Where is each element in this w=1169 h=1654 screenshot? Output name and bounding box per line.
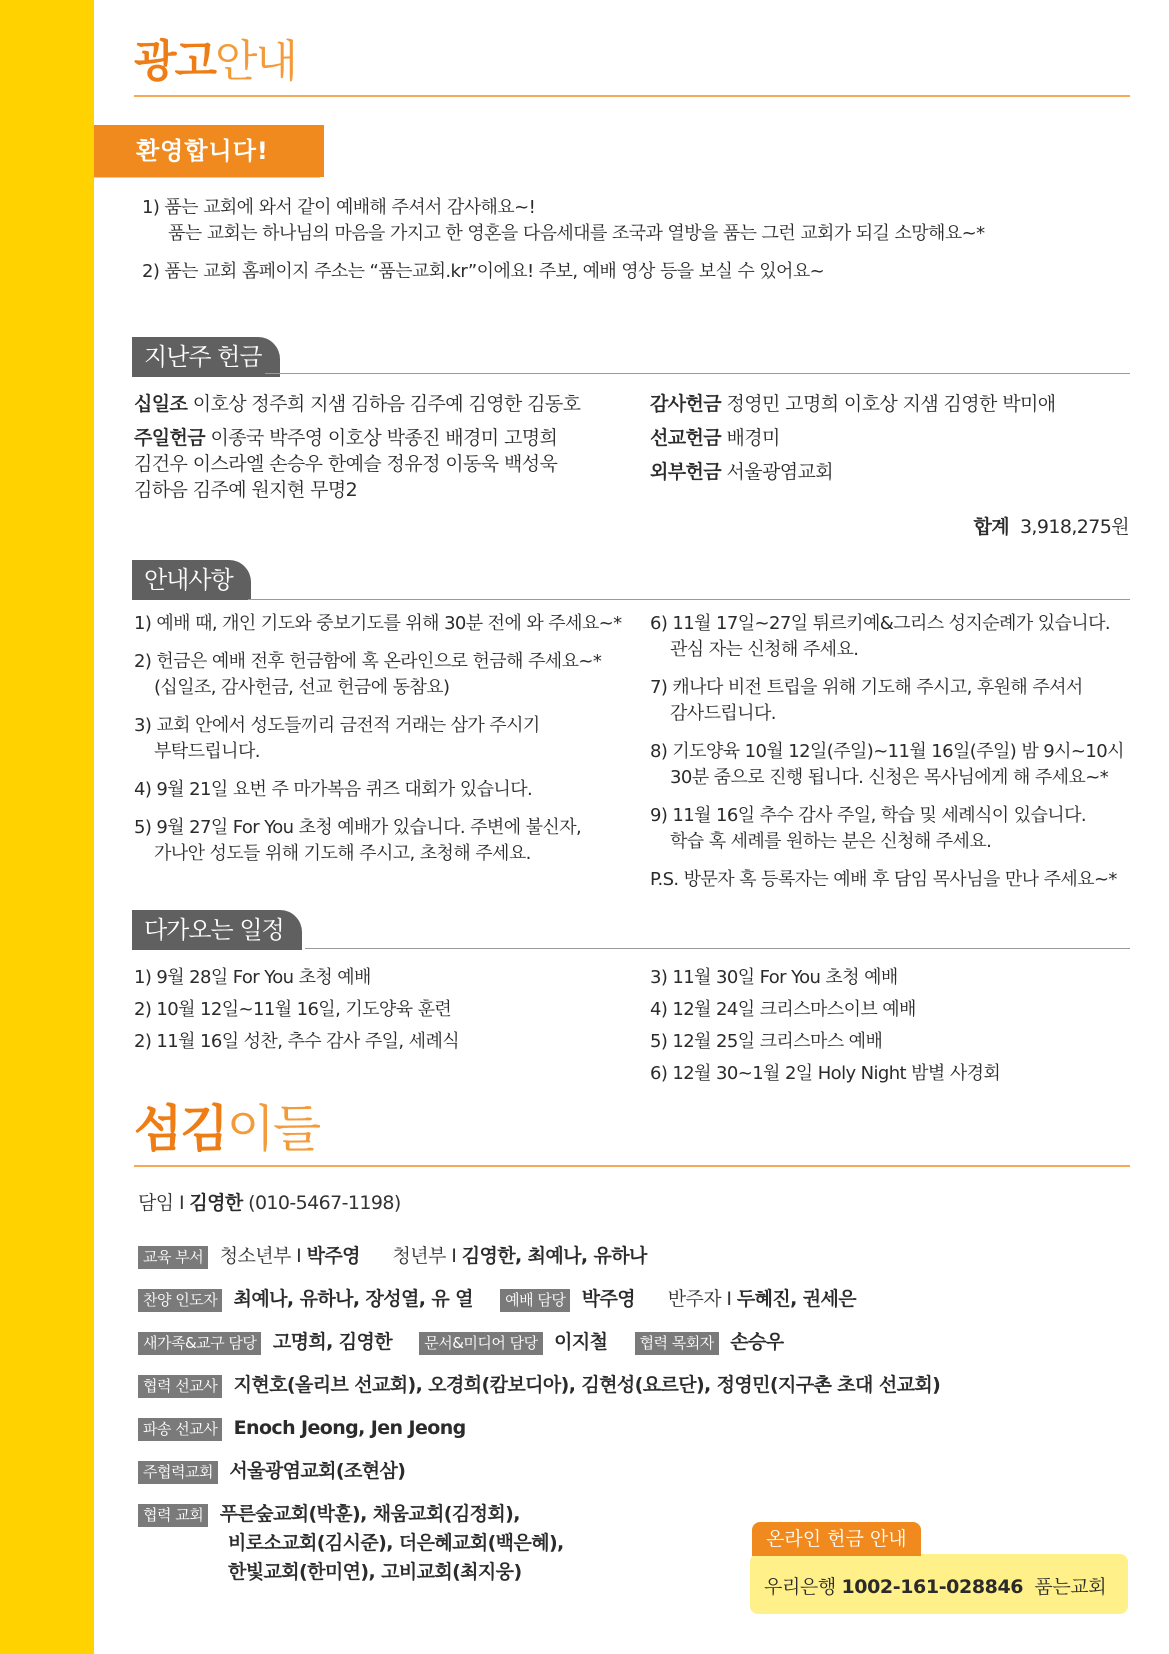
service-name: 박주영 xyxy=(581,1288,636,1310)
education-tag: 교육 부서 xyxy=(138,1246,208,1269)
notices-section-tag: 안내사항 xyxy=(132,560,251,600)
schedule-left-3: 2) 11월 16일 성찬, 추수 감사 주일, 세례식 xyxy=(134,1031,460,1052)
online-account-holder: 품는교회 xyxy=(1034,1576,1107,1598)
notice-right-2: 관심 자는 신청해 주세요. xyxy=(670,639,859,660)
welcome-tag: 환영합니다! xyxy=(94,125,324,177)
total-label: 합계 xyxy=(973,516,1010,538)
tithe-names: 이호상 정주희 지샘 김하음 김주예 김영한 김동호 xyxy=(192,393,581,415)
schedule-left-1: 1) 9월 28일 For You 초청 예배 xyxy=(134,967,371,988)
accompanist-label: 반주자 I xyxy=(667,1288,732,1310)
coop-missionary-names: 지현호(올리브 선교회), 오경희(캄보디아), 김현성(요르단), 정영민(지구촌 초대 선교회) xyxy=(233,1374,941,1396)
offering-section-rule xyxy=(265,373,1130,374)
tithe-row xyxy=(134,392,580,418)
coop-missionary-row xyxy=(138,1372,940,1399)
sunday-label: 주일헌금 xyxy=(134,427,206,449)
ad-title xyxy=(134,36,297,87)
servants-title-part1: 섬김 xyxy=(134,1100,227,1158)
schedule-section-tag: 다가오는 일정 xyxy=(132,910,302,950)
online-offering-account xyxy=(764,1572,1106,1599)
worship-leader-names: 최예나, 유하나, 장성열, 유 열 xyxy=(233,1288,473,1310)
media-tag: 문서&미디어 담당 xyxy=(419,1332,542,1355)
partner-line-3-text: 한빛교회(한미연), 고비교회(최지웅) xyxy=(228,1561,522,1583)
outside-label: 외부헌금 xyxy=(650,461,722,483)
partner-line-2 xyxy=(228,1530,564,1557)
partner-line-2-text: 비로소교회(김시준), 더은혜교회(백은혜), xyxy=(228,1532,564,1554)
partner-line-3 xyxy=(228,1559,522,1586)
media-name: 이지철 xyxy=(554,1331,608,1353)
partner-church-tag: 협력 교회 xyxy=(138,1504,208,1527)
worship-row xyxy=(138,1286,856,1313)
pastor-name: 김영한 xyxy=(189,1192,243,1214)
sunday-names-2: 김건우 이스라엘 손승우 한예슬 정유정 이동욱 백성욱 xyxy=(134,453,558,475)
coop-pastor-name: 손승우 xyxy=(730,1331,784,1353)
newfamily-row xyxy=(138,1329,784,1356)
sunday-row xyxy=(134,426,557,452)
thanks-label: 감사헌금 xyxy=(650,393,722,415)
schedule-left-2: 2) 10월 12일~11월 16일, 기도양육 훈련 xyxy=(134,999,452,1020)
servants-title-part2: 이들 xyxy=(226,1100,320,1158)
partner-line-1: 푸른숲교회(박훈), 채움교회(김정회), xyxy=(219,1503,520,1525)
thanks-row xyxy=(650,392,1056,418)
sent-missionary-row xyxy=(138,1415,466,1442)
notice-right-5: 8) 기도양육 10월 12일(주일)~11월 16일(주일) 밤 9시~10시 xyxy=(650,741,1124,762)
mission-label: 선교헌금 xyxy=(650,427,722,449)
mission-names: 배경미 xyxy=(726,427,780,449)
intro-line-1: 1) 품는 교회에 와서 같이 예배해 주셔서 감사해요~! xyxy=(142,197,536,218)
schedule-right-3: 5) 12월 25일 크리스마스 예배 xyxy=(650,1031,883,1052)
online-bank: 우리은행 xyxy=(764,1576,836,1598)
notice-right-8: 학습 혹 세례를 원하는 분은 신청해 주세요. xyxy=(670,831,992,852)
notice-left-8: 가나안 성도들 위해 기도해 주시고, 초청해 주세요. xyxy=(154,843,531,864)
notice-right-4: 감사드립니다. xyxy=(670,703,776,724)
main-partner-row xyxy=(138,1458,405,1485)
sunday-names-1: 이종국 박주영 이호상 박종진 배경미 고명희 xyxy=(210,427,558,449)
notices-section-rule xyxy=(248,599,1130,600)
notice-left-3: (십일조, 감사헌금, 선교 헌금에 동참요) xyxy=(154,677,450,698)
notice-right-7: 9) 11월 16일 추수 감사 주일, 학습 및 세례식이 있습니다. xyxy=(650,805,1086,826)
schedule-section-rule xyxy=(305,948,1130,949)
education-row xyxy=(138,1243,647,1270)
servants-title xyxy=(134,1100,320,1158)
coop-pastor-tag: 협력 목회자 xyxy=(635,1332,719,1355)
servants-title-rule xyxy=(134,1165,1130,1167)
pastor-label: 담임 I xyxy=(138,1192,184,1214)
accompanist-names: 두혜진, 권세은 xyxy=(736,1288,857,1310)
schedule-right-4: 6) 12월 30~1월 2일 Holy Night 밤별 사경회 xyxy=(650,1063,1001,1084)
notice-right-1: 6) 11월 17일~27일 튀르키예&그리스 성지순례가 있습니다. xyxy=(650,613,1111,634)
tithe-label: 십일조 xyxy=(134,393,188,415)
newfamily-names: 고명희, 김영한 xyxy=(272,1331,393,1353)
ad-title-rule xyxy=(134,95,1130,97)
main-partner-name: 서울광염교회(조현삼) xyxy=(229,1460,406,1482)
young-adult-names: 김영한, 최예나, 유하나 xyxy=(461,1245,647,1267)
partner-church-row xyxy=(138,1501,520,1528)
intro-line-3: 2) 품는 교회 홈페이지 주소는 “품는교회.kr”이에요! 주보, 예배 영상 등을 보실 수 있어요~ xyxy=(142,261,825,282)
notice-left-6: 4) 9월 21일 요번 주 마가복음 퀴즈 대회가 있습니다. xyxy=(134,779,533,800)
outside-row xyxy=(650,460,833,486)
sent-missionary-names: Enoch Jeong, Jen Jeong xyxy=(233,1417,466,1439)
notice-left-2: 2) 헌금은 예배 전후 헌금함에 혹 온라인으로 헌금해 주세요~* xyxy=(134,651,602,672)
ad-title-part2: 안내 xyxy=(215,36,297,87)
main-partner-tag: 주협력교회 xyxy=(138,1461,218,1484)
notice-right-6: 30분 줌으로 진행 됩니다. 신청은 목사님에게 해 주세요~* xyxy=(670,767,1109,788)
youth-name: 박주영 xyxy=(306,1245,360,1267)
schedule-right-2: 4) 12월 24일 크리스마스이브 예배 xyxy=(650,999,916,1020)
sunday-names-3: 김하음 김주예 원지현 무명2 xyxy=(134,479,358,501)
online-offering-tag: 온라인 헌금 안내 xyxy=(752,1522,921,1556)
offering-total xyxy=(974,515,1129,541)
intro-line-2: 품는 교회는 하나님의 마음을 가지고 한 영혼을 다음세대를 조국과 열방을 품는 그런 교회가 되길 소망해요~* xyxy=(168,223,985,244)
coop-missionary-tag: 협력 선교사 xyxy=(138,1375,222,1398)
thanks-names: 정영민 고명희 이호상 지샘 김영한 박미애 xyxy=(726,393,1056,415)
worship-leader-tag: 찬양 인도자 xyxy=(138,1289,222,1312)
yellow-side-bar xyxy=(0,0,94,1654)
notice-right-ps: P.S. 방문자 혹 등록자는 예배 후 담임 목사님을 만나 주세요~* xyxy=(650,869,1117,890)
service-tag: 예배 담당 xyxy=(500,1289,570,1312)
notice-left-7: 5) 9월 27일 For You 초청 예배가 있습니다. 주변에 불신자, xyxy=(134,817,582,838)
total-value: 3,918,275원 xyxy=(1019,516,1129,538)
youth-label: 청소년부 I xyxy=(219,1245,302,1267)
pastor-phone: (010-5467-1198) xyxy=(248,1192,401,1214)
notice-left-4: 3) 교회 안에서 성도들끼리 금전적 거래는 삼가 주시기 xyxy=(134,715,540,736)
young-adult-label: 청년부 I xyxy=(392,1245,457,1267)
notice-right-3: 7) 캐나다 비전 트립을 위해 기도해 주시고, 후원해 주셔서 xyxy=(650,677,1083,698)
ad-title-part1: 광고 xyxy=(134,36,216,87)
schedule-right-1: 3) 11월 30일 For You 초청 예배 xyxy=(650,967,898,988)
sent-missionary-tag: 파송 선교사 xyxy=(138,1418,222,1441)
newfamily-tag: 새가족&교구 담당 xyxy=(138,1332,261,1355)
online-account-number: 1002-161-028846 xyxy=(841,1576,1024,1598)
pastor-row xyxy=(138,1190,401,1217)
notice-left-1: 1) 예배 때, 개인 기도와 중보기도를 위해 30분 전에 와 주세요~* xyxy=(134,613,622,634)
mission-row xyxy=(650,426,780,452)
notice-left-5: 부탁드립니다. xyxy=(154,741,260,762)
offering-section-tag: 지난주 헌금 xyxy=(132,337,280,377)
outside-names: 서울광염교회 xyxy=(726,461,834,483)
